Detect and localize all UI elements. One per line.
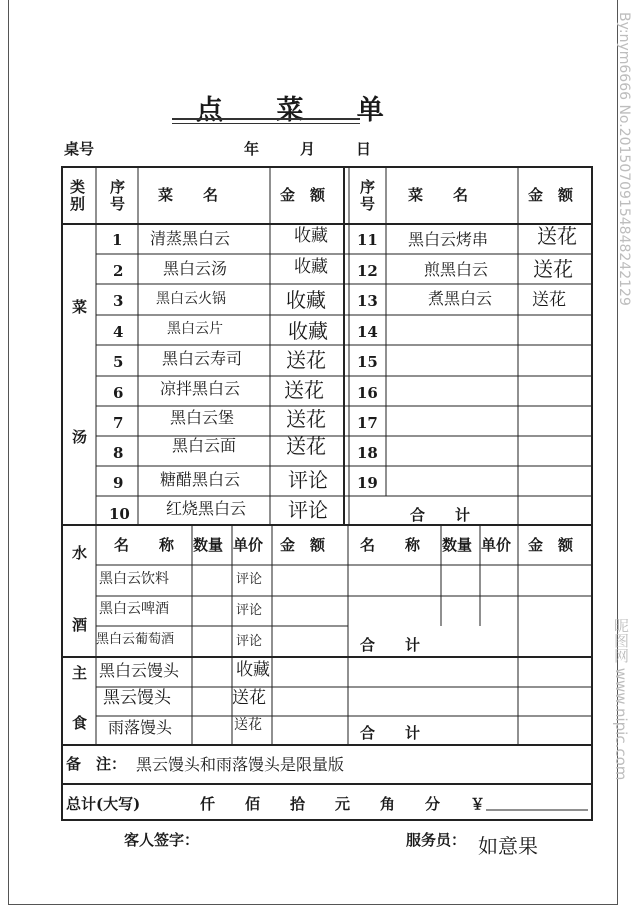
header-seq-right: 序号	[360, 178, 376, 213]
drinks-header-name-right: 名 称	[360, 536, 421, 554]
category-jiu: 酒	[72, 616, 88, 634]
dish-amount: 送花	[286, 434, 326, 458]
staples-subtotal-label: 合 计	[360, 724, 421, 742]
dish-no: 12	[357, 262, 378, 280]
dish-no: 9	[113, 474, 124, 492]
dish-no: 15	[357, 353, 378, 371]
dish-no: 13	[357, 292, 378, 310]
month-label: 月	[300, 140, 316, 158]
dish-no: 10	[109, 505, 130, 523]
dish-no: 3	[113, 292, 124, 310]
header-dish-right: 菜 名	[408, 186, 469, 204]
dish-name: 黑白云火锅	[156, 291, 226, 307]
staple-price: 收藏	[236, 660, 270, 680]
staple-name: 黑白云馒头	[99, 661, 180, 680]
header-amount-left: 金 额	[280, 186, 326, 204]
drink-name: 黑白云啤酒	[99, 601, 169, 617]
staple-price: 送花	[234, 717, 262, 733]
dish-name: 黑白云烤串	[408, 230, 489, 249]
dish-no: 2	[113, 262, 124, 280]
dish-amount: 送花	[286, 407, 326, 431]
drinks-header-price-right: 单价	[481, 536, 512, 554]
dish-amount: 送花	[532, 290, 566, 310]
category-tang: 汤	[72, 428, 88, 446]
table-number-label: 桌号	[64, 140, 95, 158]
drink-name: 黑白云葡萄酒	[96, 632, 175, 647]
dish-no: 11	[357, 231, 378, 249]
dish-name: 黑白云片	[167, 321, 223, 337]
drink-price: 评论	[236, 634, 263, 649]
staple-price: 送花	[232, 688, 266, 708]
page-title: 点 菜 单	[196, 95, 406, 126]
dish-no: 17	[357, 414, 378, 432]
dish-amount: 评论	[288, 468, 328, 492]
title-underline-thin	[172, 123, 360, 124]
dish-name: 煮黑白云	[428, 289, 493, 308]
dish-no: 19	[357, 474, 378, 492]
drinks-subtotal-label: 合 计	[360, 636, 421, 654]
category-shi: 食	[72, 714, 88, 732]
day-label: 日	[356, 140, 372, 158]
dish-name: 清蒸黑白云	[150, 229, 231, 248]
staple-name: 雨落馒头	[108, 718, 173, 737]
category-shui: 水	[72, 544, 88, 562]
dish-amount: 送花	[533, 257, 573, 281]
dish-name: 黑白云堡	[170, 408, 235, 427]
staple-name: 黑云馒头	[103, 688, 171, 708]
dish-no: 16	[357, 384, 378, 402]
header-seq-left: 序号	[110, 178, 126, 213]
category-zhu: 主	[72, 664, 88, 682]
dish-no: 1	[112, 231, 123, 249]
dish-amount: 评论	[288, 498, 328, 522]
drinks-header-price-left: 单价	[233, 536, 264, 554]
drink-name: 黑白云饮料	[99, 571, 169, 587]
category-cai: 菜	[72, 298, 88, 316]
drink-price: 评论	[236, 572, 263, 587]
dish-amount: 收藏	[294, 257, 328, 277]
header-dish-left: 菜 名	[158, 186, 219, 204]
dish-amount: 送花	[284, 378, 324, 402]
drinks-header-qty-right: 数量	[442, 536, 473, 554]
waiter-name: 如意果	[478, 834, 538, 858]
dish-amount: 送花	[286, 348, 326, 372]
dish-amount: 收藏	[288, 319, 328, 343]
dish-amount: 收藏	[286, 288, 326, 312]
guest-sign-label: 客人签字：	[124, 831, 200, 849]
remarks-text: 黑云馒头和雨落馒头是限量版	[136, 755, 345, 774]
remarks-label: 备 注：	[66, 755, 127, 773]
drink-price: 评论	[236, 603, 263, 618]
dish-no: 8	[113, 444, 124, 462]
total-label: 总计(大写)	[66, 795, 141, 813]
dish-no: 5	[113, 353, 124, 371]
dish-no: 7	[113, 414, 124, 432]
dish-name: 红烧黑白云	[166, 499, 247, 518]
year-label: 年	[244, 140, 260, 158]
dish-amount: 收藏	[294, 226, 328, 246]
dish-name: 黑白云汤	[163, 259, 228, 278]
header-category: 类别	[70, 178, 86, 213]
dish-name: 凉拌黑白云	[160, 379, 241, 398]
watermark-id: By:nym6666 No.20150709154848242129	[616, 12, 632, 306]
drinks-header-amount-right: 金 额	[528, 536, 574, 554]
drinks-header-name-left: 名 称	[114, 536, 175, 554]
total-units: 仟 佰 拾 元 角 分 ￥	[200, 795, 486, 813]
dish-subtotal-label: 合 计	[410, 506, 471, 524]
dish-no: 18	[357, 444, 378, 462]
dish-amount: 送花	[537, 224, 577, 248]
dish-name: 黑白云面	[172, 436, 237, 455]
dish-name: 煎黑白云	[424, 260, 489, 279]
drinks-header-amount-left: 金 额	[280, 536, 326, 554]
dish-name: 糖醋黑白云	[160, 470, 241, 489]
title-underline	[172, 118, 360, 120]
dish-no: 14	[357, 323, 378, 341]
dish-no: 4	[113, 323, 124, 341]
dish-no: 6	[113, 384, 124, 402]
dish-name: 黑白云寿司	[162, 349, 243, 368]
drinks-header-qty-left: 数量	[193, 536, 224, 554]
watermark-site: 昵图网 www.nipic.com	[612, 618, 630, 781]
header-amount-right: 金 额	[528, 186, 574, 204]
waiter-label: 服务员：	[406, 831, 467, 849]
